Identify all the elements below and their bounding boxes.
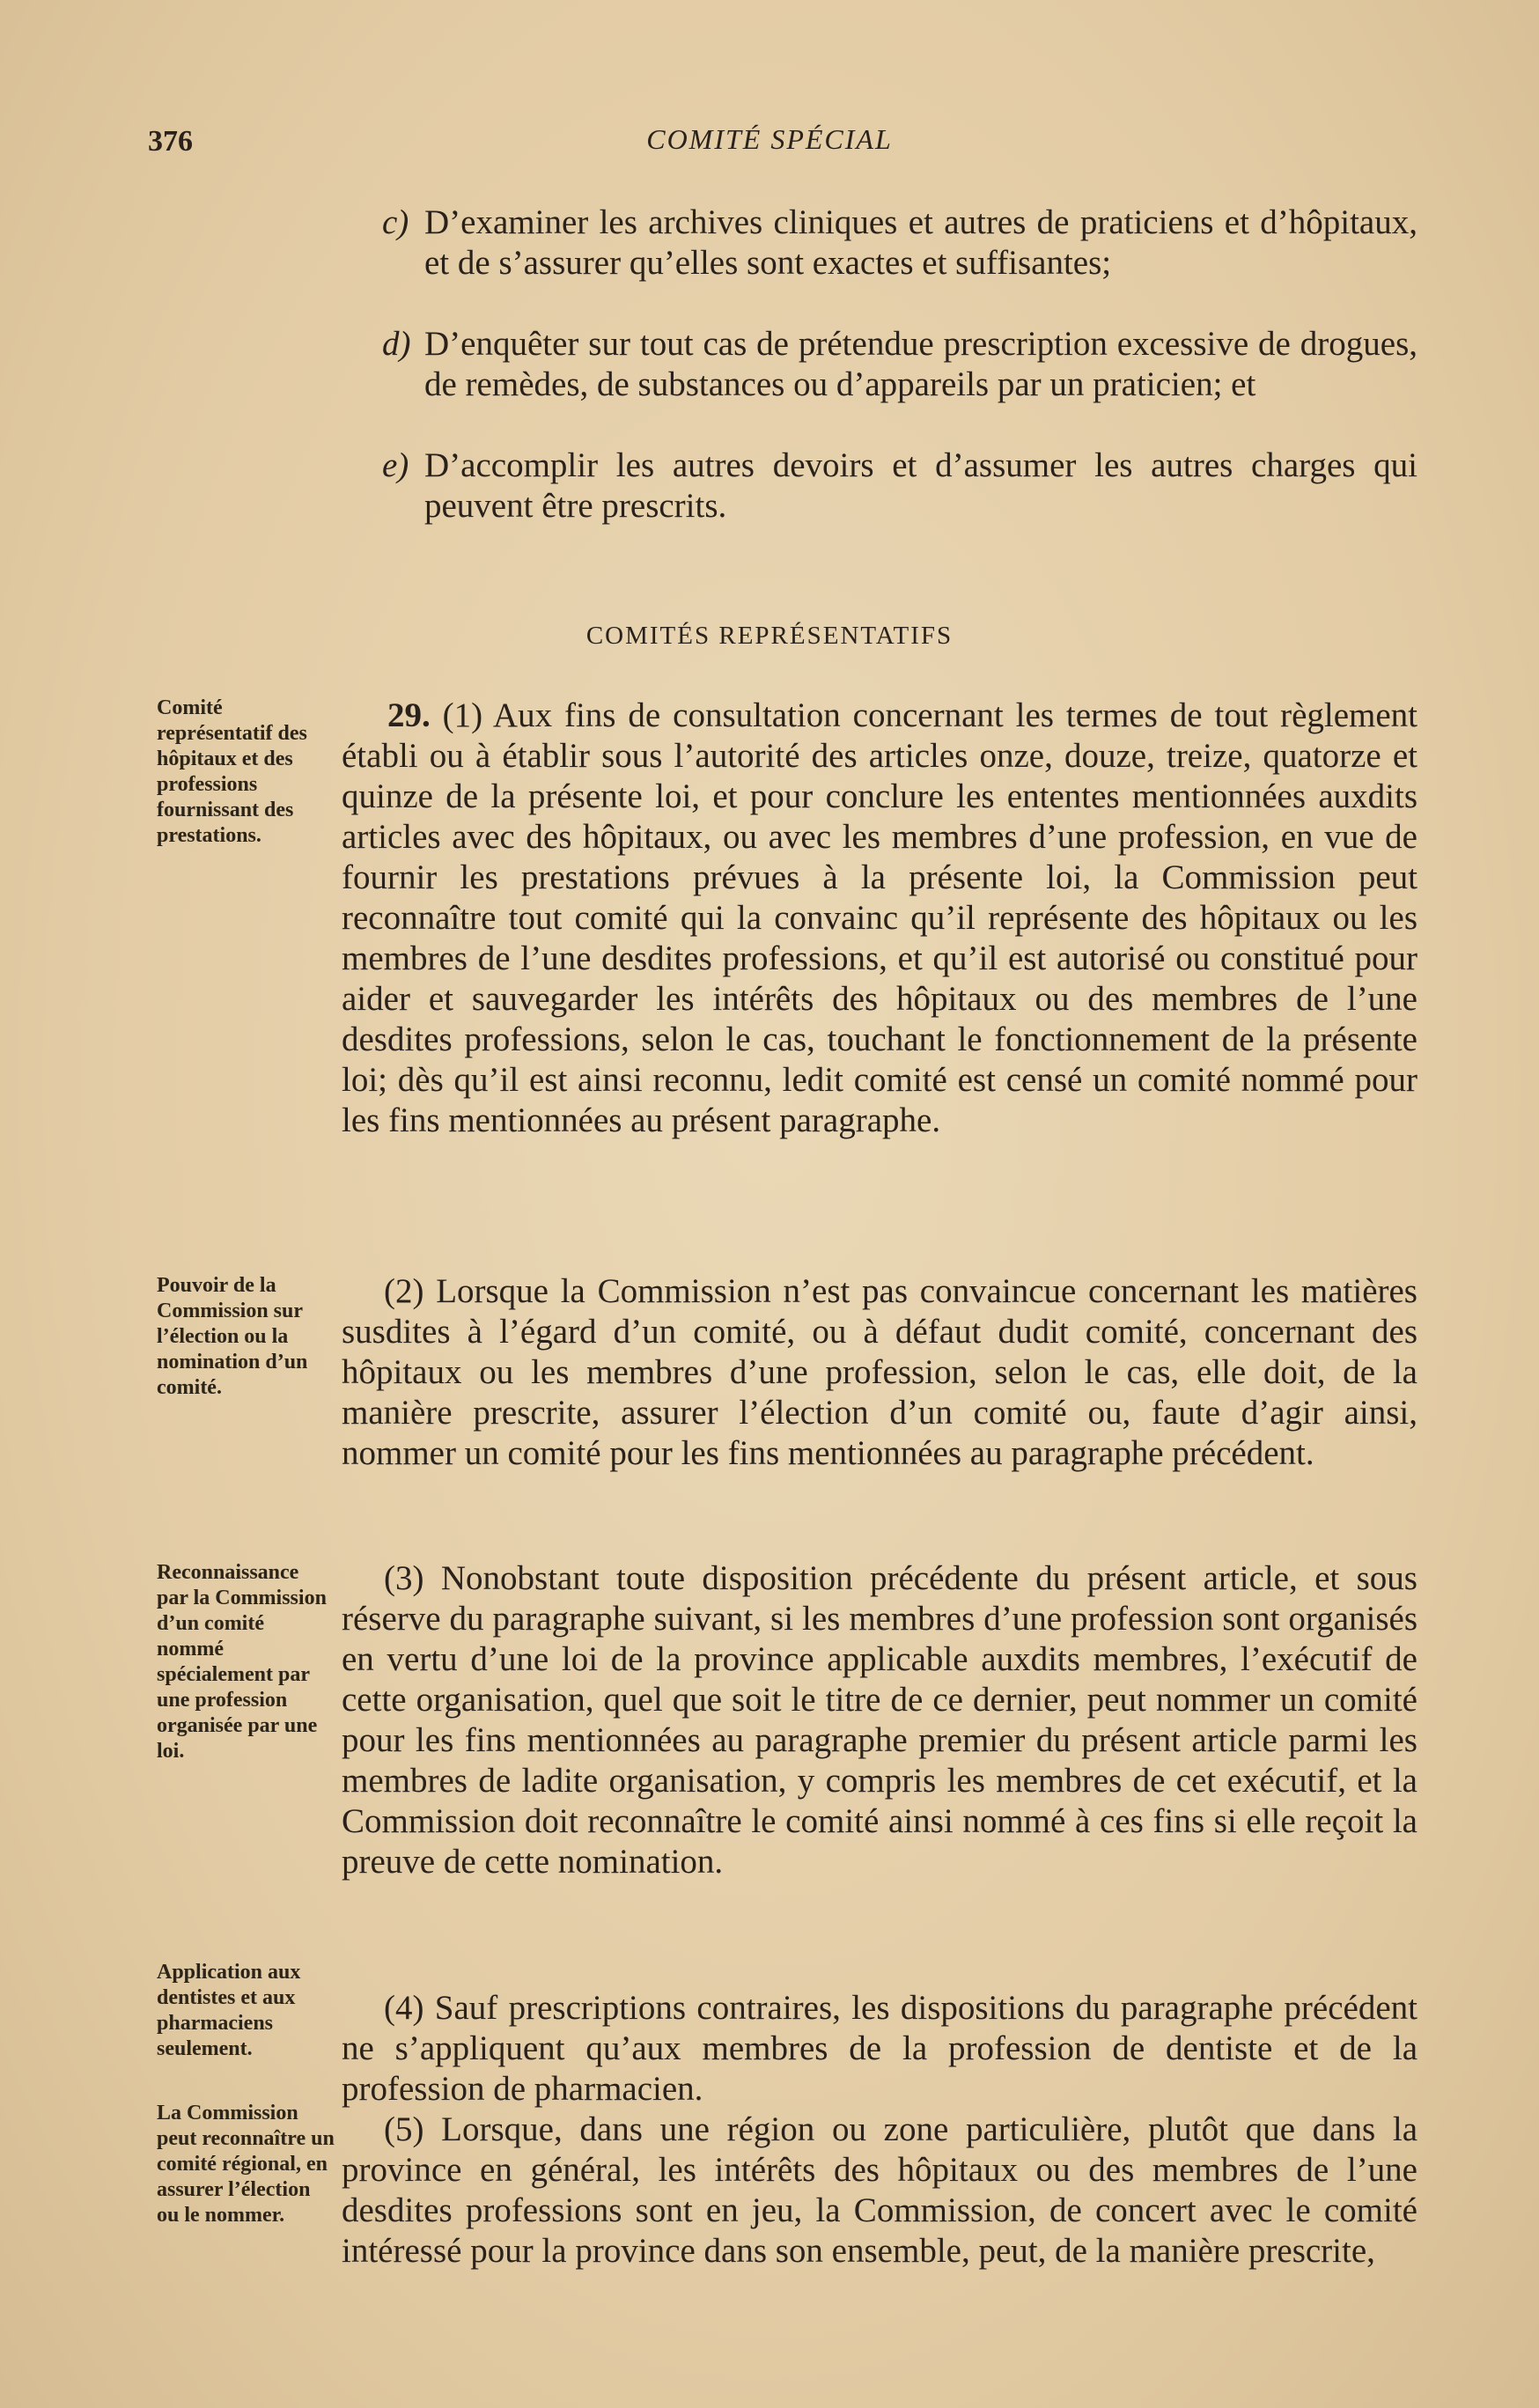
margin-note-representative-committee: Comité représentatif des hôpitaux et des professions fournissant des prestations.	[157, 696, 307, 847]
margin-note-commission-power: Pouvoir de la Commission sur l’élection ou la nomination d’un comité.	[157, 1274, 308, 1399]
section-number: 29.	[387, 696, 431, 734]
paragraph-1	[342, 696, 1418, 1141]
enum-text: D’examiner les archives cliniques et autres de praticiens et d’hôpitaux, et de s’assurer qu’elles sont exactes et suffisantes;	[424, 203, 1418, 282]
paragraph-5: (5) Lorsque, dans une région ou zone particulière, plutôt que dans la province en général, les intérêts des hôpitaux ou des membres de l’une desdites professions sont en jeu, la Commission, de concert avec le comité intéressé pour la province dans son ensemble, peut, de la manière prescrite,	[342, 2110, 1418, 2270]
enum-text: D’enquêter sur tout cas de prétendue prescription excessive de drogues, de remèdes, de substances ou d’appareils par un praticien; et	[424, 325, 1418, 403]
section-heading: COMITÉS REPRÉSENTATIFS	[585, 622, 954, 650]
running-title: COMITÉ SPÉCIAL	[646, 123, 893, 155]
margin-note-recognition: Reconnaissance par la Commission d’un comité nommé spécialement par une profession organisée par une loi.	[157, 1561, 327, 1763]
margin-note-regional-committee: La Commission peut reconnaître un comité régional, en assurer l’élection ou le nommer.	[157, 2102, 335, 2227]
margin-note-application: Application aux dentistes et aux pharmaciens seulement.	[157, 1961, 301, 2060]
enum-text: D’accomplir les autres devoirs et d’assumer les autres charges qui peuvent être prescrits.	[424, 446, 1418, 525]
page-number: 376	[148, 125, 193, 158]
enum-letter: e)	[382, 446, 409, 484]
paragraph-2: (2) Lorsque la Commission n’est pas convaincue concernant les matières susdites à l’égard d’un comité, ou à défaut dudit comité, concernant des hôpitaux ou les membres d’une profession, selon le cas, elle doit, de la manière prescrite, assurer l’élection d’un comité ou, faute d’agir ainsi, nommer un comité pour les fins mentionnées au paragraphe précédent.	[342, 1272, 1418, 1472]
paragraph-3: (3) Nonobstant toute disposition précédente du présent article, et sous réserve du paragraphe suivant, si les membres d’une profession sont organisés en vertu d’une loi de la province applicable auxdits membres, l’exécutif de cette organisation, quel que soit le titre de ce dernier, peut nommer un comité pour les fins mentionnées au paragraphe premier du présent article parmi les membres de ladite organisation, y compris les membres de cet exécutif, et la Commission doit reconnaître le comité ainsi nommé à ces fins si elle reçoit la preuve de cette nomination.	[342, 1559, 1418, 1881]
paragraph-4: (4) Sauf prescriptions contraires, les dispositions du paragraphe précédent ne s’appliquent qu’aux membres de la profession de dentiste et de la profession de pharmacien.	[342, 1989, 1418, 2108]
enum-letter: c)	[382, 203, 409, 241]
paragraph-text: (1) Aux fins de consultation concernant les termes de tout règlement établi ou à établir sous l’autorité des articles onze, douze, treize, quatorze et quinze de la présente loi, et pour conclure les ententes mentionnées auxdits articles avec des hôpitaux, ou avec les membres d’une profession, en vue de fournir les prestations prévues à la présente loi, la Commission peut reconnaître tout comité qui la convainc qu’il représente des hôpitaux ou les membres de l’une desdites professions, et qu’il est autorisé ou constitué pour aider et sauvegarder les intérêts des hôpitaux ou des membres de l’une desdites professions, selon le cas, touchant le fonctionnement de la présente loi; dès qu’il est ainsi reconnu, ledit comité est censé un comité nommé pour les fins mentionnées au présent paragraphe.	[342, 696, 1418, 1139]
enum-letter: d)	[382, 325, 411, 363]
